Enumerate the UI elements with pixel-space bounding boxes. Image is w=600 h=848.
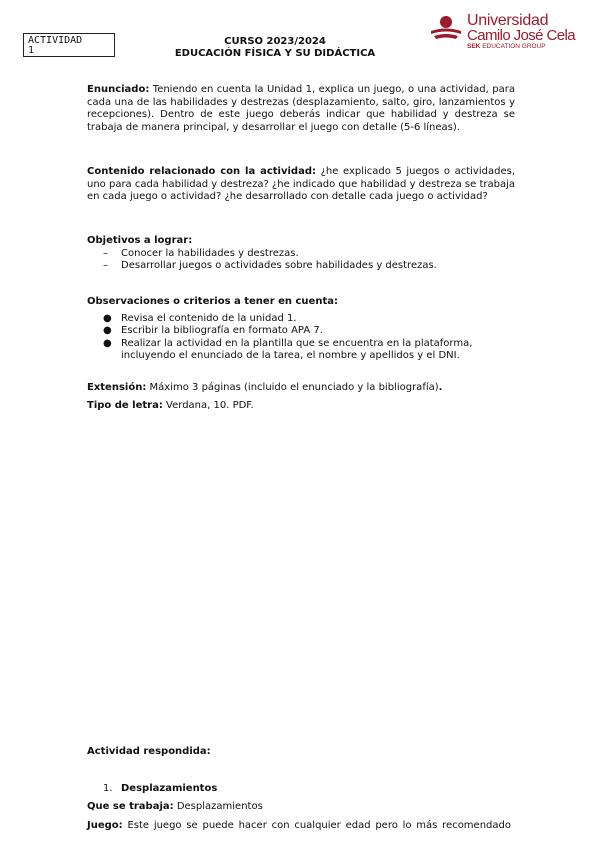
bullet-marker: ● [103,325,112,336]
numbered-heading [87,783,515,796]
observaciones-title: Observaciones o criterios a tener en cuenta: [87,296,338,307]
juego-label: Juego: [87,820,123,831]
logo-line-3-rest: EDUCATION GROUP [482,43,546,50]
university-logo [429,13,579,49]
activity-box-line1: ACTIVIDAD [28,35,83,46]
objetivos-title: Objetivos a lograr: [87,235,193,246]
bullet-marker: ● [103,337,112,349]
activity-box-line2: 1 [28,45,35,56]
observaciones-section [87,296,515,363]
logo-line-3-bold: SEK [467,43,481,50]
logo-line-1: Universidad [467,12,549,29]
contenido-section [87,166,515,204]
extension-end: . [438,382,443,393]
juego-line [87,820,515,833]
objetivos-section [87,235,515,273]
enunciado-text: Teniendo en cuenta la Unidad 1, explica un juego, o una actividad, para cada una de las habilidades y destrezas (desplazamiento, salto, giro, lanzamientos y recepciones). Dentro de este juego deberás indicar que habilidad y destreza se trabaja de manera principal, y desarrollar el juego con detalle (5-6 líneas). [87,84,515,133]
se-trabaja-line [87,801,515,814]
item-title: Desplazamientos [121,783,218,794]
respuesta-item [87,783,515,796]
tipo-letra-text: Verdana, 10. PDF. [166,400,254,411]
logo-line-2: Camilo José Cela [467,27,575,44]
observaciones-list [87,313,515,363]
logo-line-3 [467,43,546,50]
bullet-marker: ● [103,312,112,324]
extension-section [87,382,515,395]
enunciado-label: Enunciado: [87,84,150,95]
enunciado-section [87,84,515,134]
se-trabaja-text: Desplazamientos [176,801,263,812]
tipo-letra-label: Tipo de letra: [87,400,163,411]
se-trabaja-label: Que se trabaja: [87,801,174,812]
contenido-text: ¿he explicado 5 juegos o actividades, uno para cada habilidad y destreza? ¿he indicado que habilidad y destreza se trabaja en cada juego o actividad? ¿he desarrollado con detalle cada juego o actividad? [87,166,515,202]
list-item: – Desarrollar juegos o actividades sobre habilidades y destrezas. [103,260,437,271]
activity-number-box [23,33,115,57]
respuesta-title: Actividad respondida: [87,746,211,757]
tipo-letra-section [87,400,515,413]
respuesta-section [87,746,515,759]
item-number: 1. [103,783,113,794]
list-item: ● Escribir la bibliografía en formato APA 7. [103,325,323,336]
objetivos-list [87,248,515,273]
extension-label: Extensión: [87,382,147,393]
contenido-label: Contenido relacionado con la actividad: [87,166,316,177]
university-emblem-icon [429,14,463,44]
extension-text: Máximo 3 páginas (incluido el enunciado y la bibliografía) [149,382,439,393]
juego-text: Este juego se puede hacer con cualquier edad pero lo más recomendado [127,820,511,831]
dash-marker: – [103,247,108,259]
dash-marker: – [103,260,108,271]
course-year: CURSO 2023/2024 [224,36,326,47]
list-item: ● Revisa el contenido de la unidad 1. [103,312,297,324]
list-item: – Conocer la habilidades y destrezas. [103,247,299,259]
header-title [165,36,385,60]
subject-title: EDUCACIÓN FÍSICA Y SU DIDÁCTICA [174,48,376,59]
list-item: ● Realizar la actividad en la plantilla que se encuentra en la plataforma, incluyendo el enunciado de la tarea, el nombre y apellidos y el DNI. [103,337,473,361]
